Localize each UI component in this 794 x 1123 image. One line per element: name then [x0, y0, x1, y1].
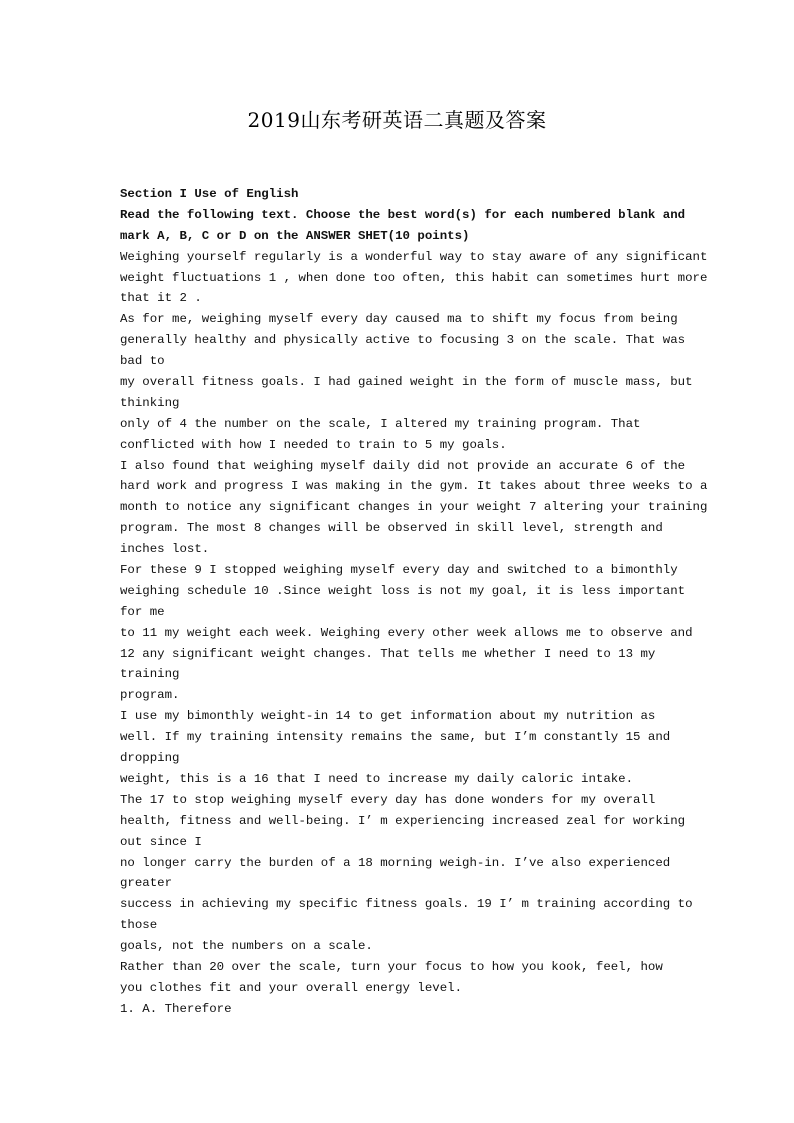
body-line: month to notice any significant changes in your weight 7 altering your training — [120, 500, 708, 515]
body-line: I use my bimonthly weight-in 14 to get information about my nutrition as — [120, 709, 656, 724]
body-line: generally healthy and physically active to focusing 3 on the scale. That was — [120, 333, 686, 348]
body-line: As for me, weighing myself every day caused ma to shift my focus from being — [120, 312, 678, 327]
body-line: that it 2 . — [120, 291, 202, 306]
body-line: weighing schedule 10 .Since weight loss is not my goal, it is less important — [120, 583, 686, 598]
body-line: you clothes fit and your overall energy level. — [120, 980, 463, 995]
body-line: goals, not the numbers on a scale. — [120, 939, 373, 954]
instruction-line: mark A, B, C or D on the ANSWER SHET(10 points) — [120, 228, 470, 243]
body-line: bad to — [120, 354, 165, 369]
body-line: weight fluctuations 1 , when done too often, this habit can sometimes hurt more — [120, 270, 708, 285]
body-line: weight, this is a 16 that I need to increase my daily caloric intake. — [120, 771, 634, 786]
option-line: 1. A. Therefore — [120, 1001, 232, 1016]
document-content — [120, 184, 708, 1020]
body-line: inches lost. — [120, 542, 210, 557]
body-line: success in achieving my specific fitness goals. 19 I’ m training according to — [120, 897, 693, 912]
body-line: conflicted with how I needed to train to 5 my goals. — [120, 437, 507, 452]
body-line: only of 4 the number on the scale, I altered my training program. That — [120, 416, 641, 431]
body-line: out since I — [120, 834, 202, 849]
body-line: well. If my training intensity remains the same, but I’m constantly 15 and — [120, 730, 671, 745]
body-line: hard work and progress I was making in the gym. It takes about three weeks to a — [120, 479, 708, 494]
body-line: For these 9 I stopped weighing myself every day and switched to a bimonthly — [120, 563, 678, 578]
body-line: 12 any significant weight changes. That tells me whether I need to 13 my — [120, 646, 656, 661]
body-line: I also found that weighing myself daily did not provide an accurate 6 of the — [120, 458, 686, 473]
body-line: training — [120, 667, 180, 682]
body-line: dropping — [120, 751, 180, 766]
body-line: greater — [120, 876, 173, 891]
body-line: for me — [120, 604, 165, 619]
instruction-line: Read the following text. Choose the best word(s) for each numbered blank and — [120, 207, 686, 222]
body-line: my overall fitness goals. I had gained weight in the form of muscle mass, but — [120, 375, 693, 390]
body-line: program. — [120, 688, 180, 703]
body-line: no longer carry the burden of a 18 morning weigh-in. I’ve also experienced — [120, 855, 671, 870]
body-line: to 11 my weight each week. Weighing every other week allows me to observe and — [120, 625, 693, 640]
body-line: Weighing yourself regularly is a wonderful way to stay aware of any significant — [120, 249, 708, 264]
section-heading: Section I Use of English — [120, 187, 299, 201]
body-line: The 17 to stop weighing myself every day has done wonders for my overall — [120, 792, 656, 807]
body-line: thinking — [120, 395, 180, 410]
document-title: 2019山东考研英语二真题及答案 — [247, 108, 547, 132]
body-line: program. The most 8 changes will be observed in skill level, strength and — [120, 521, 663, 536]
body-line: Rather than 20 over the scale, turn your focus to how you kook, feel, how — [120, 959, 663, 974]
body-line: health, fitness and well-being. I’ m experiencing increased zeal for working — [120, 813, 686, 828]
body-line: those — [120, 918, 158, 933]
